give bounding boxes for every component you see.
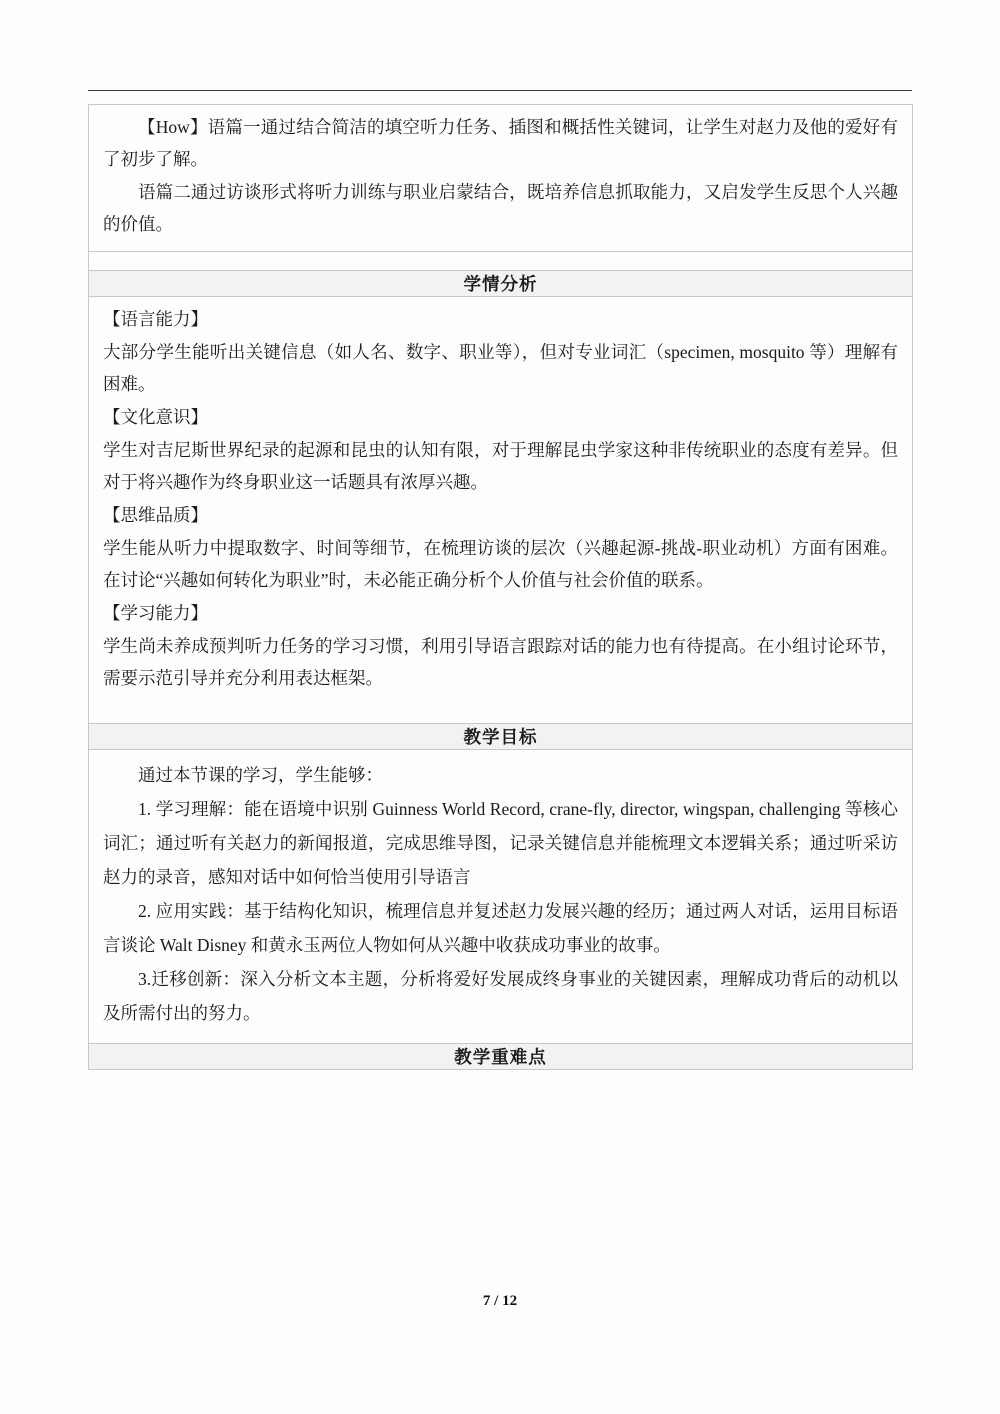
how-paragraph-1-text: 语篇一通过结合简洁的填空听力任务、插图和概括性关键词，让学生对赵力及他的爱好有了初步了解。 bbox=[103, 117, 899, 170]
goals-cell bbox=[89, 750, 912, 1043]
goal-item-3: 3.迁移创新：深入分析文本主题，分析将爱好发展成终身事业的关键因素，理解成功背后的动机以及所需付出的努力。 bbox=[103, 969, 898, 1024]
section-title-xueqing: 学情分析 bbox=[89, 270, 913, 296]
goal-item-2: 2. 应用实践：基于结构化知识，梳理信息并复述赵力发展兴趣的经历；通过两人对话，运用目标语言谈论 Walt Disney 和黄永玉两位人物如何从兴趣中收获成功事业的故事。 bbox=[103, 901, 898, 956]
text-cultural-awareness: 学生对吉尼斯世界纪录的起源和昆虫的认知有限，对于理解昆虫学家这种非传统职业的态度有差异。但对于将兴趣作为终身职业这一话题具有浓厚兴趣。 bbox=[103, 439, 898, 493]
xueqing-body-row bbox=[89, 296, 913, 723]
label-learning-ability: 【学习能力】 bbox=[103, 602, 208, 623]
label-cultural-awareness: 【文化意识】 bbox=[103, 406, 208, 427]
blank-row bbox=[89, 251, 913, 270]
lesson-plan-table bbox=[88, 104, 913, 1070]
section-header-row-xueqing bbox=[89, 270, 913, 296]
text-language-ability: 大部分学生能听出关键信息（如人名、数字、职业等），但对专业词汇（specimen, mosquito 等）理解有困难。 bbox=[103, 341, 898, 395]
how-paragraph-1 bbox=[103, 111, 898, 176]
header-rule bbox=[88, 90, 912, 91]
blank-cell bbox=[89, 252, 912, 270]
text-thinking-quality: 学生能从听力中提取数字、时间等细节，在梳理访谈的层次（兴趣起源-挑战-职业动机）方面有困难。在讨论“兴趣如何转化为职业”时，未必能正确分析个人价值与社会价值的联系。 bbox=[103, 537, 898, 591]
goals-body-row bbox=[89, 749, 913, 1043]
how-row bbox=[89, 105, 913, 252]
how-cell bbox=[89, 105, 912, 251]
how-label: 【How】 bbox=[138, 117, 208, 137]
xueqing-trailing-space bbox=[103, 695, 898, 713]
label-thinking-quality: 【思维品质】 bbox=[103, 504, 208, 525]
section-title-goals: 教学目标 bbox=[89, 723, 913, 749]
goals-intro: 通过本节课的学习，学生能够： bbox=[138, 764, 383, 785]
section-header-row-goals bbox=[89, 723, 913, 749]
section-header-row-key-points bbox=[89, 1043, 913, 1069]
text-learning-ability: 学生尚未养成预判听力任务的学习习惯，利用引导语言跟踪对话的能力也有待提高。在小组讨论环节，需要示范引导并充分利用表达框架。 bbox=[103, 635, 898, 689]
section-title-key-points: 教学重难点 bbox=[89, 1043, 913, 1069]
xueqing-cell bbox=[89, 297, 912, 723]
how-paragraph-2: 语篇二通过访谈形式将听力训练与职业启蒙结合，既培养信息抓取能力，又启发学生反思个人兴趣的价值。 bbox=[103, 181, 898, 235]
label-language-ability: 【语言能力】 bbox=[103, 308, 208, 329]
goal-item-1: 1. 学习理解：能在语境中识别 Guinness World Record, crane-fly, director, wingspan, challenging 等核心词汇；通过听有关赵力的新闻报道，完成思维导图，记录关键信息并能梳理文本逻辑关系；通过听采访赵力的录音，感知对话中如何恰当使用引导语言 bbox=[103, 798, 898, 887]
page-number-footer: 7 / 12 bbox=[482, 1293, 518, 1309]
